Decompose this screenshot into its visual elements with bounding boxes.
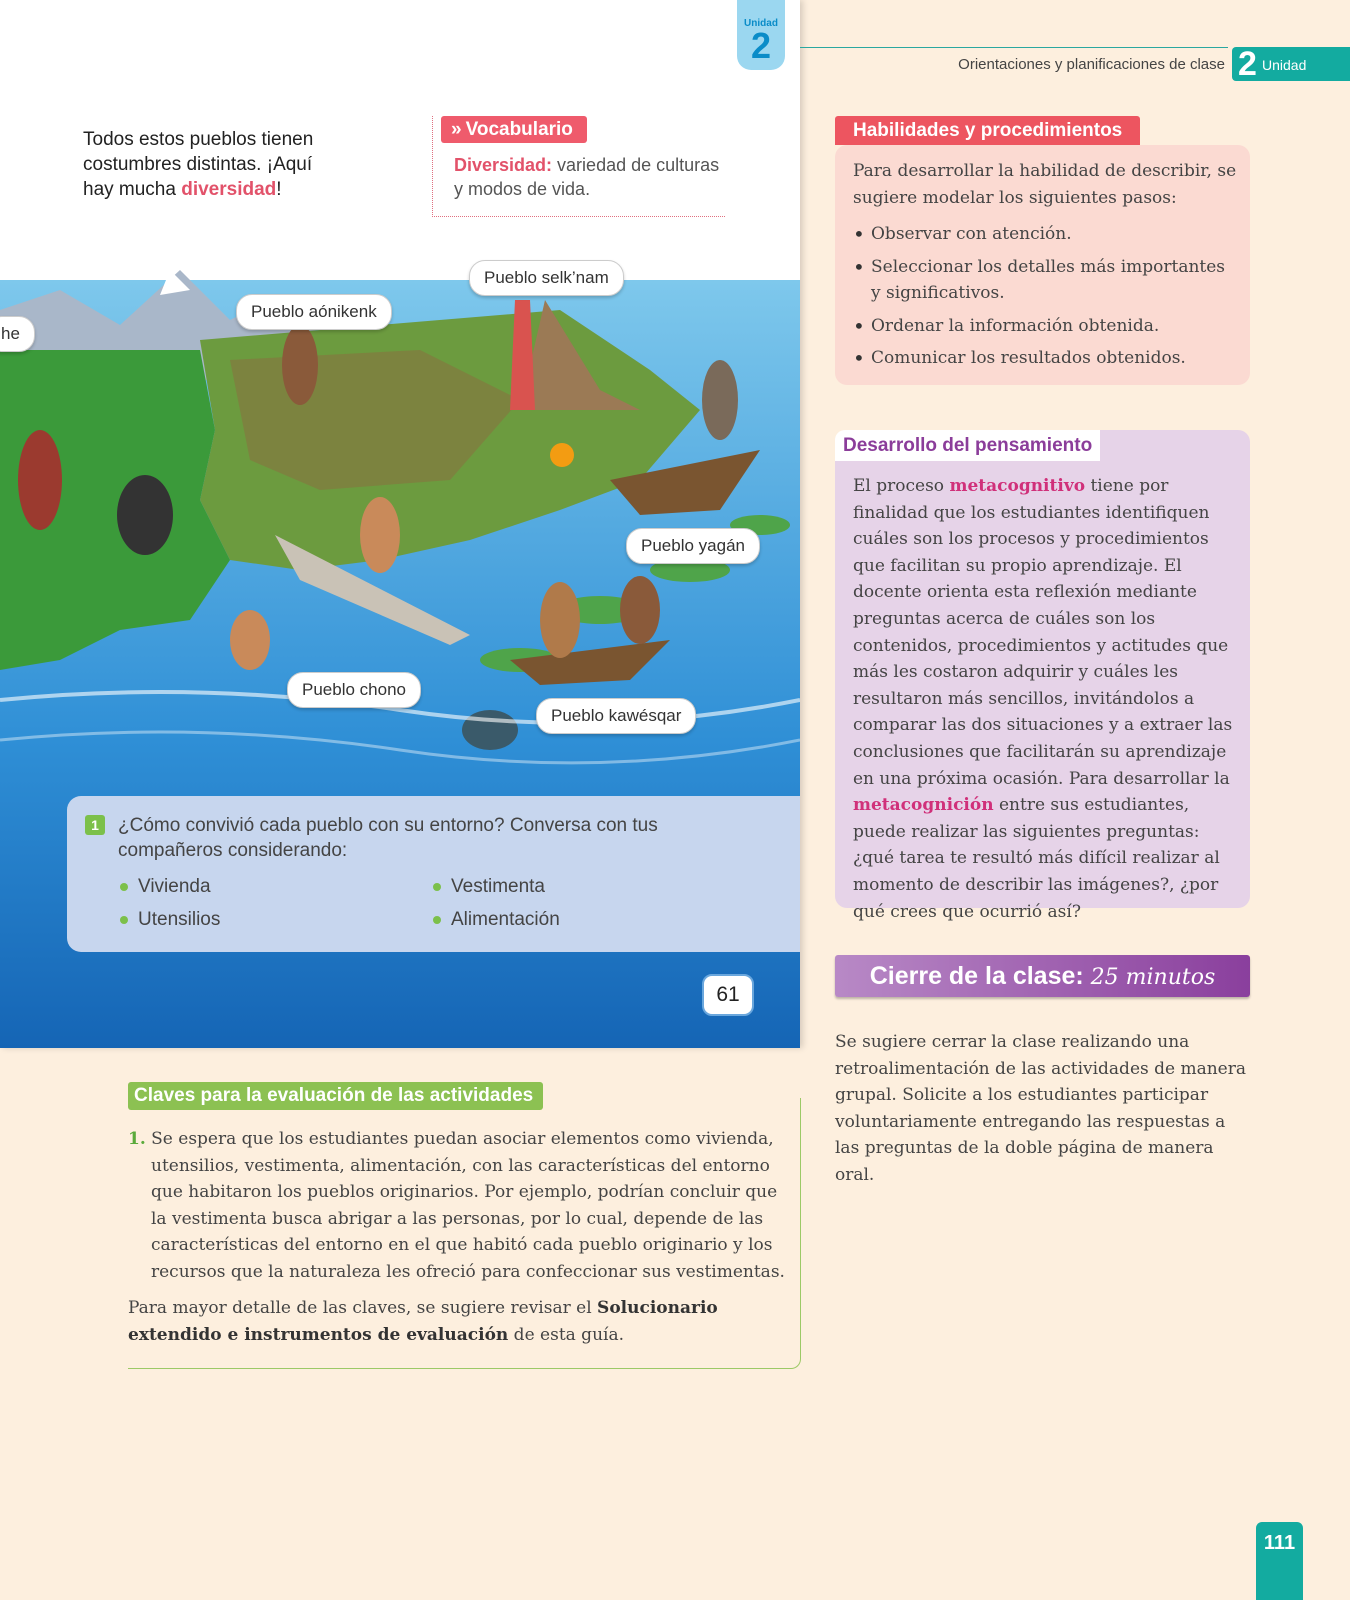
question-item-label: Vivienda [138, 876, 211, 897]
unit-tab-label: Unidad [744, 18, 778, 29]
vocabulary-label: Vocabulario [465, 119, 573, 140]
skills-text [853, 158, 1238, 378]
chono-person-shape [360, 497, 400, 573]
thinking-paragraph: tiene por finalidad que los estudiantes identifiquen cuáles son los procesos y procedimientos que facilitan su propio aprendizaje. El docente orienta esta reflexión mediante preguntas acerca de cuáles son los contenidos, procedimientos y actitudes que más les costaron adquirir y cuáles les resultaron más sencillos, invitándolos a comparar las dos situaciones y a extraer las conclusiones que facilitarán su aprendizaje en una próxima ocasión. Para desarrollar la [853, 476, 1233, 789]
intro-line: hay mucha [83, 179, 182, 200]
intro-line: Todos estos pueblos tienen [83, 129, 314, 150]
evaluation-item-number: 1. [128, 1129, 146, 1149]
label-mapuche-partial: he [0, 316, 35, 352]
thinking-paragraph: entre sus estudiantes, puede realizar las siguientes preguntas: ¿qué tarea te resultó más difícil realizar al momento de describir las imágenes?, ¿por qué crees que ocurrió así? [853, 795, 1220, 922]
unit-tab-number: 2 [750, 25, 772, 66]
question-number: 1 [85, 815, 105, 835]
intro-text [83, 127, 353, 202]
unit-tab [737, 0, 785, 70]
closing-bar [835, 955, 1250, 997]
skills-step: • Seleccionar los detalles más importantes y significativos. [853, 254, 1238, 307]
evaluation-detail-bold: Solucionario extendido e instrumentos de evaluación [128, 1298, 718, 1345]
closing-minutes: 25 minutos [1090, 965, 1216, 990]
skills-list [853, 221, 1238, 372]
seal-shape [462, 710, 518, 750]
mapuche-person-shape [117, 475, 173, 555]
unit-badge [1232, 47, 1350, 81]
bullet-icon [120, 883, 128, 891]
double-chevron-icon: » [451, 119, 462, 140]
thinking-tag: Desarrollo del pensamiento [835, 430, 1100, 461]
vocabulary-definition [454, 153, 724, 201]
evaluation-item-text: Se espera que los estudiantes puedan asociar elementos como vivienda, utensilios, vestimenta, alimentación, con las características del entorno que habitaron los pueblos originarios. Por ejemplo, podrían concluir que la vestimenta busca abrigar a las personas, por lo cual, depende de las características del entorno en el que habitó cada pueblo originario y los recursos que la naturaleza les ofreció para confeccionar sus vestimentas. [151, 1129, 785, 1282]
evaluation-tag: Claves para la evaluación de las actividades [128, 1082, 543, 1110]
thinking-term: metacognitivo [949, 476, 1086, 496]
intro-highlight: diversidad [181, 179, 277, 200]
mapuche-person-shape [18, 430, 62, 530]
label-pueblo-aonikenk: Pueblo aónikenk [236, 294, 392, 330]
question-item [433, 876, 545, 898]
yagan-person-shape [702, 360, 738, 440]
bullet-icon [433, 883, 441, 891]
question-item [120, 876, 211, 898]
question-item-label: Alimentación [451, 909, 560, 930]
skills-tag: Habilidades y procedimientos [835, 116, 1140, 145]
fire-shape [550, 443, 574, 467]
skills-step: • Observar con atención. [853, 221, 1238, 248]
student-textbook-page [0, 0, 800, 1048]
vocabulary-term: Diversidad: [454, 155, 553, 175]
kawesqar-person-shape [620, 576, 660, 644]
thinking-term: metacognición [853, 795, 994, 816]
chono-person-shape [230, 610, 270, 670]
vocabulary-text: variedad de culturas y modos de vida. [454, 155, 720, 199]
unit-badge-label: Unidad [1262, 57, 1307, 73]
skills-intro: Para desarrollar la habilidad de describir, se sugiere modelar los siguientes pasos: [853, 161, 1237, 208]
thinking-paragraph: El proceso [853, 476, 950, 496]
unit-badge-number: 2 [1238, 45, 1257, 83]
question-item-label: Utensilios [138, 909, 221, 930]
evaluation-detail: Para mayor detalle de las claves, se sugiere revisar el [128, 1298, 598, 1318]
closing-label: Cierre de la clase: [869, 962, 1084, 990]
label-pueblo-chono: Pueblo chono [287, 672, 421, 708]
bullet-icon [120, 916, 128, 924]
question-item [120, 909, 220, 931]
label-pueblo-selknam: Pueblo selk’nam [469, 260, 624, 296]
intro-line: costumbres distintas. ¡Aquí [83, 154, 313, 175]
aonikenk-person-shape [282, 325, 318, 405]
intro-line: ! [276, 179, 282, 200]
label-pueblo-yagan: Pueblo yagán [626, 528, 760, 564]
closing-text: Se sugiere cerrar la clase realizando una retroalimentación de las actividades de manera grupal. Solicite a los estudiantes participar voluntariamente entregando las respuestas a las preguntas de la doble página de manera oral. [835, 1032, 1247, 1185]
question-item-label: Vestimenta [451, 876, 545, 897]
page-header-title: Orientaciones y planificaciones de clase [958, 56, 1225, 73]
thinking-text [853, 473, 1239, 925]
evaluation-text [128, 1126, 788, 1348]
evaluation-detail: de esta guía. [508, 1324, 624, 1345]
vocabulary-tag [441, 116, 587, 143]
bullet-icon [433, 916, 441, 924]
question-item [433, 909, 560, 931]
guide-page-number: 111 [1256, 1522, 1303, 1600]
skills-step: • Comunicar los resultados obtenidos. [853, 345, 1238, 372]
skills-step: • Ordenar la información obtenida. [853, 313, 1238, 340]
kawesqar-person-shape [540, 582, 580, 658]
header-divider [800, 47, 1228, 48]
label-pueblo-kawesqar: Pueblo kawésqar [536, 698, 696, 734]
student-page-number: 61 [702, 974, 754, 1016]
question-text: ¿Cómo convivió cada pueblo con su entorno? Conversa con tus compañeros considerando: [118, 815, 658, 861]
